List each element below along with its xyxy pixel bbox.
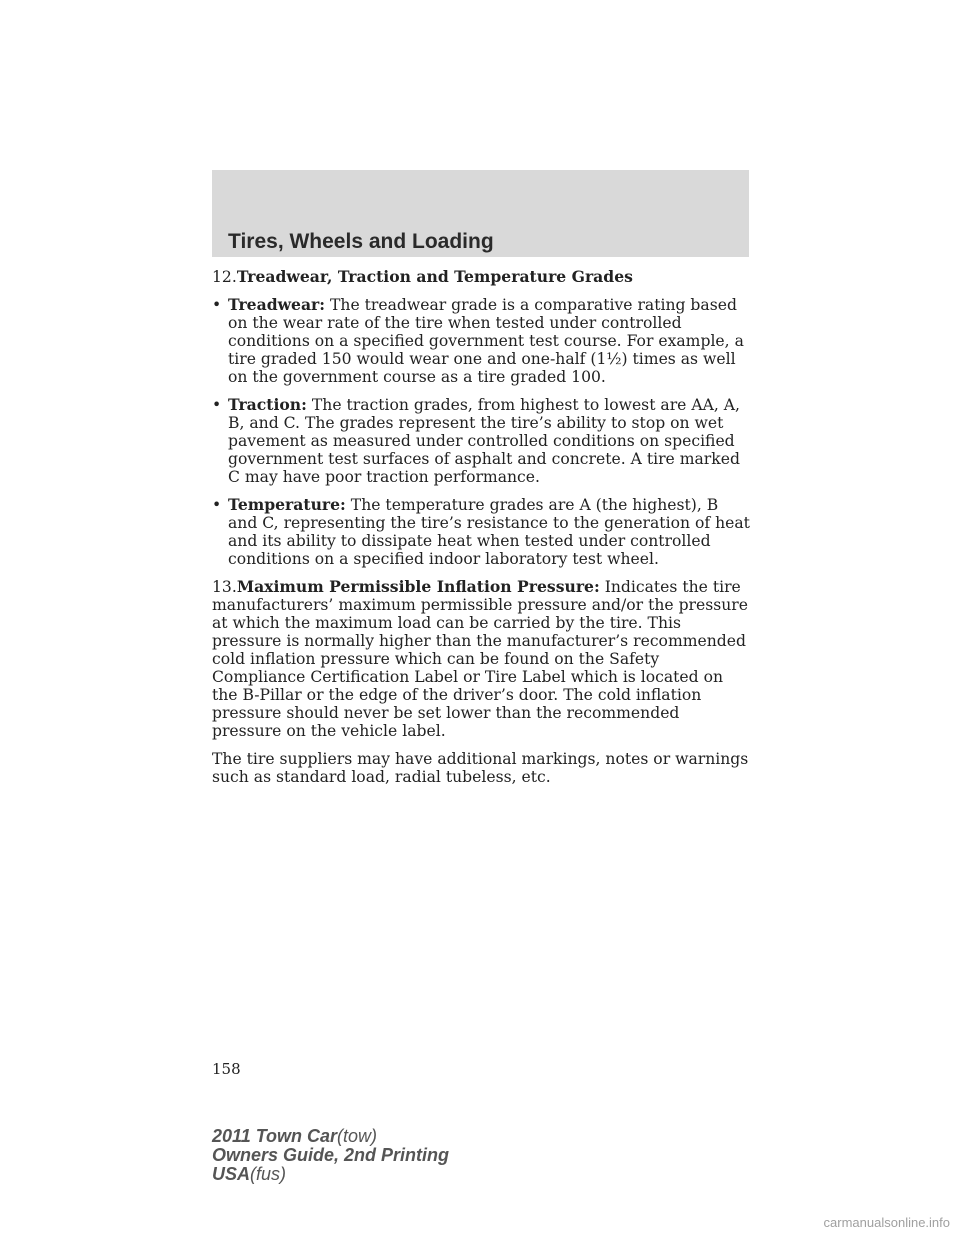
bullet-marker: • xyxy=(212,496,222,514)
bullet-marker: • xyxy=(212,296,222,314)
page-content xyxy=(212,268,752,796)
bullet-term: Temperature: xyxy=(228,495,346,514)
item-12-heading: Treadwear, Traction and Temperature Grades xyxy=(236,267,633,286)
footer-line-2: Owners Guide, 2nd Printing xyxy=(212,1145,450,1165)
bullet-term: Treadwear: xyxy=(228,295,326,314)
footer-line-3 xyxy=(212,1165,449,1184)
section-title: Tires, Wheels and Loading xyxy=(228,230,494,253)
footer-model-code: (tow) xyxy=(337,1126,378,1146)
item-13-text: Indicates the tire manufacturers’ maximum permissible pressure and/or the pressure at which the maximum load can be carried by the tire. This pressure is normally higher than the manufacturer’s recommended cold inflation pressure which can be found on the Safety Compliance Certification Label or Tire Label which is located on the B-Pillar or the edge of the driver’s door. The cold inflation pressure should never be set lower than the recommended pressure on the vehicle label. xyxy=(212,578,748,740)
bullet-text: The traction grades, from highest to lowest are AA, A, B, and C. The grades represent the tire’s ability to stop on wet pavement as measured under controlled conditions on specified government test surfaces of asphalt and concrete. A tire marked C may have poor traction performance. xyxy=(228,396,741,486)
closing-paragraph: The tire suppliers may have additional markings, notes or warnings such as standard load, radial tubeless, etc. xyxy=(212,750,749,786)
bullet-term: Traction: xyxy=(228,395,307,414)
bullet-marker: • xyxy=(212,396,222,414)
item-12 xyxy=(212,268,752,286)
bullet-treadwear xyxy=(212,296,752,386)
bullet-text: The temperature grades are A (the highest), B and C, representing the tire’s resistance to the generation of heat and its ability to dissipate heat when tested under controlled conditions on a specified indoor laboratory test wheel. xyxy=(228,496,750,568)
watermark: carmanualsonline.info xyxy=(823,1215,950,1230)
footer-market-code: (fus) xyxy=(250,1164,287,1184)
page-number: 158 xyxy=(212,1060,241,1078)
document-footer xyxy=(212,1127,449,1184)
item-13-heading: Maximum Permissible Inflation Pressure: xyxy=(236,577,600,596)
bullet-text: The treadwear grade is a comparative rating based on the wear rate of the tire when tested under controlled conditions on a specified government test course. For example, a tire graded 150 would wear one and one-half (1½) times as well on the government course as a tire graded 100. xyxy=(228,296,744,386)
item-12-number: 12. xyxy=(212,268,237,286)
footer-line-1 xyxy=(212,1127,449,1146)
item-13-number: 13. xyxy=(212,578,237,596)
footer-model: 2011 Town Car xyxy=(212,1126,338,1146)
item-13 xyxy=(212,578,752,740)
footer-market: USA xyxy=(212,1164,251,1184)
bullet-temperature xyxy=(212,496,752,568)
bullet-traction xyxy=(212,396,752,486)
